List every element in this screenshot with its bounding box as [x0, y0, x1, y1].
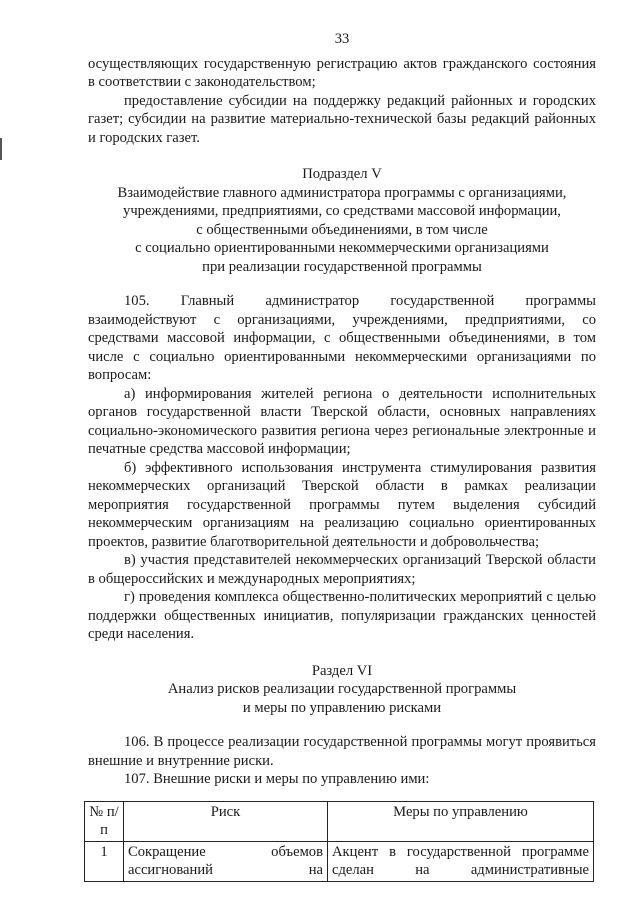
subsection-5-line: с общественными объединениями, в том числе	[196, 221, 488, 238]
section-6-heading	[88, 662, 596, 718]
table-row	[85, 841, 594, 881]
paragraph-106: 106. В процессе реализации государственной программы могут проявиться внешние и внутренние риски.	[88, 734, 596, 769]
intro-paragraph-2: предоставление субсидии на поддержку редакций районных и городских газет; субсидии на развитие материально-технической базы редакций районных и городских газет.	[88, 92, 596, 146]
document-page	[88, 30, 596, 882]
cell-num: 1	[85, 841, 124, 881]
paragraph-107: 107. Внешние риски и меры по управлению ими:	[124, 771, 430, 787]
header-measures: Меры по управлению	[328, 801, 594, 841]
section-6-line: и меры по управлению рисками	[242, 699, 442, 716]
subsection-5-line: с социально ориентированными некоммерческими организациями	[135, 240, 549, 256]
paragraph-105-g: г) проведения комплекса общественно-политических мероприятий с целью поддержки общественных инициатив, популяризации гражданских ценностей среди населения.	[88, 589, 596, 642]
header-num: № п/п	[85, 801, 124, 841]
subsection-5-line: при реализации государственной программы	[202, 258, 482, 275]
header-risk: Риск	[124, 801, 328, 841]
risk-table	[84, 801, 594, 882]
cell-measures: Акцент в государственной программе сделан на административные	[328, 841, 594, 881]
paragraph-105-b: б) эффективного использования инструмента стимулирования развития некоммерческих организаций Тверской области в рамках реализации мероприятия государственной программы путем выделения субсидий некоммерческим организациям на реализацию социально ориентированных проектов, развитие благотворительной деятельности и добровольчества;	[88, 459, 596, 550]
cell-risk: Сокращение объемов ассигнований на	[124, 841, 328, 881]
paragraph-105-a: а) информирования жителей региона о деятельности исполнительных органов государственной власти Тверской области, основных направлениях социально-экономического развития региона через региональные электронные и печатные средства массовой информации;	[88, 385, 596, 457]
paragraph-105-v: в) участия представителей некоммерческих организаций Тверской области в общероссийских и международных мероприятиях;	[88, 552, 596, 587]
subsection-5-line: Взаимодействие главного администратора программы с организациями,	[117, 184, 567, 201]
page-number: 33	[334, 31, 350, 47]
table-header-row	[85, 801, 594, 841]
subsection-5-heading	[88, 165, 596, 276]
binding-mark	[0, 138, 2, 160]
section-6-title: Раздел VI	[311, 662, 373, 679]
subsection-5-title: Подраздел V	[302, 166, 382, 182]
intro-paragraph-1: осуществляющих государственную регистрацию актов гражданского состояния в соответствии с законодательством;	[88, 55, 596, 90]
section-6-line: Анализ рисков реализации государственной программы	[167, 681, 517, 697]
subsection-5-line: учреждениями, предприятиями, со средствами массовой информации,	[123, 203, 561, 219]
paragraph-105: 105. Главный администратор государственной программы взаимодействуют с организациями, учреждениями, предприятиями, со средствами массовой информации, с общественными объединениями, в том числе с социально ориентированными некоммерческими организациями по вопросам:	[88, 293, 596, 383]
